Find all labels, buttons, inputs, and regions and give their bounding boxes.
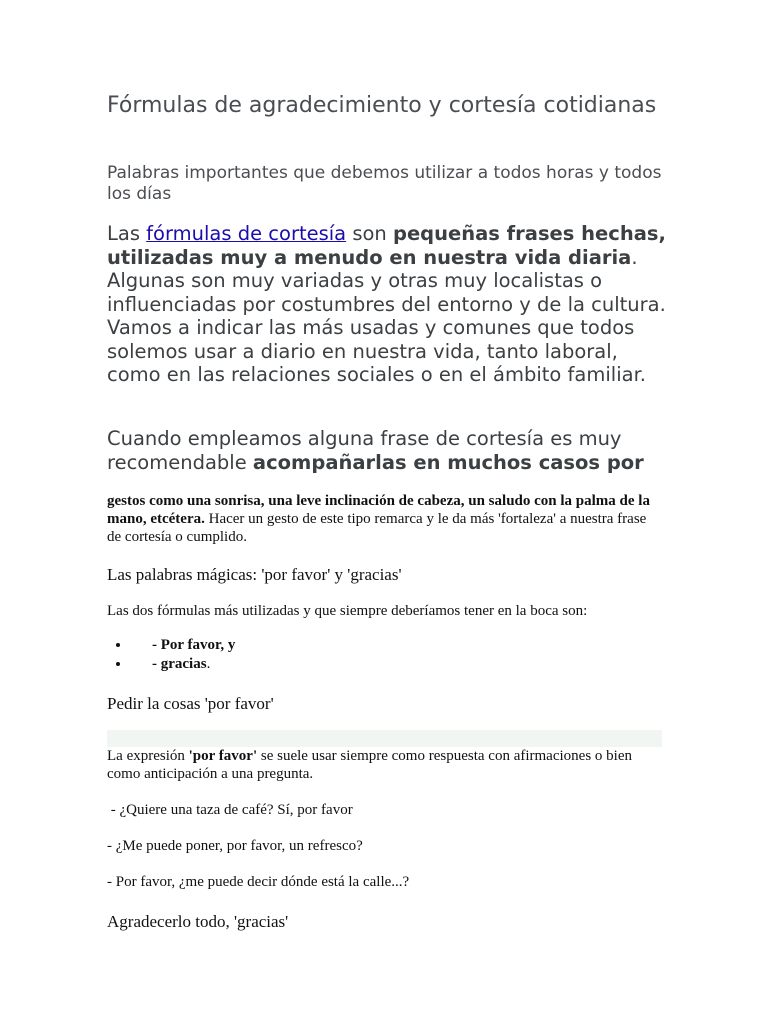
- page-title: Fórmulas de agradecimiento y cortesía cotidianas: [107, 93, 657, 118]
- list-item-bold: - Por favor, y: [152, 637, 236, 653]
- cuando-paragraph: [107, 427, 667, 474]
- example-line: - Por favor, ¿me puede decir dónde está la calle...?: [107, 874, 410, 890]
- gestos-rest: Hacer un gesto de este tipo remarca y le da más 'fortaleza' a nuestra frase de cortesía o cumplido.: [107, 511, 647, 545]
- intro-bold: pequeñas frases hechas, utilizadas muy a menudo en nuestra vida diaria: [107, 222, 666, 269]
- page-subtitle: Palabras importantes que debemos utilizar a todos horas y todos los días: [107, 163, 662, 204]
- expresion-lead: La expresión: [107, 748, 189, 764]
- heading-palabras-magicas: Las palabras mágicas: 'por favor' y 'gracias': [107, 565, 402, 584]
- intro-lead: Las: [107, 222, 147, 245]
- formulas-cortesia-link[interactable]: fórmulas de cortesía: [146, 222, 347, 245]
- gestos-bold: gestos como una sonrisa, una leve inclinación de cabeza, un saludo con la palma de la mano, etcétera.: [107, 493, 650, 527]
- cuando-bold: acompañarlas en muchos casos por: [252, 450, 644, 474]
- intro-rest: . Algunas son muy variadas y otras muy localistas o influenciadas por costumbres del entorno y de la cultura. Vamos a indicar las más usadas y comunes que todos solemos usar a diario en nuestra vida, tanto laboral, como en las relaciones sociales o en el ámbito familiar.: [107, 245, 666, 386]
- heading-pedir-por-favor: Pedir la cosas 'por favor': [107, 694, 274, 713]
- intro-paragraph: [107, 222, 667, 387]
- list-item: [131, 636, 235, 655]
- list-item-bold: - gracias: [152, 656, 207, 672]
- expresion-rest: se suele usar siempre como respuesta con afirmaciones o bien como anticipación a una pregunta.: [107, 748, 632, 782]
- expresion-paragraph: [107, 747, 662, 783]
- shaded-band: [107, 730, 662, 747]
- cuando-lead: Cuando empleamos alguna frase de cortesía es muy recomendable: [107, 427, 622, 474]
- list-item: [131, 655, 235, 674]
- intro-mid: son: [346, 222, 393, 245]
- example-line: - ¿Me puede poner, por favor, un refresco?: [107, 838, 363, 854]
- list-item-rest: .: [206, 656, 211, 672]
- dos-formulas-paragraph: Las dos fórmulas más utilizadas y que siempre deberíamos tener en la boca son:: [107, 603, 588, 619]
- example-line: - ¿Quiere una taza de café? Sí, por favor: [107, 802, 353, 818]
- gestos-paragraph: [107, 492, 662, 546]
- expresion-bold: 'por favor': [188, 748, 258, 764]
- formulas-list: [107, 636, 235, 674]
- heading-agradecerlo-gracias: Agradecerlo todo, 'gracias': [107, 912, 289, 931]
